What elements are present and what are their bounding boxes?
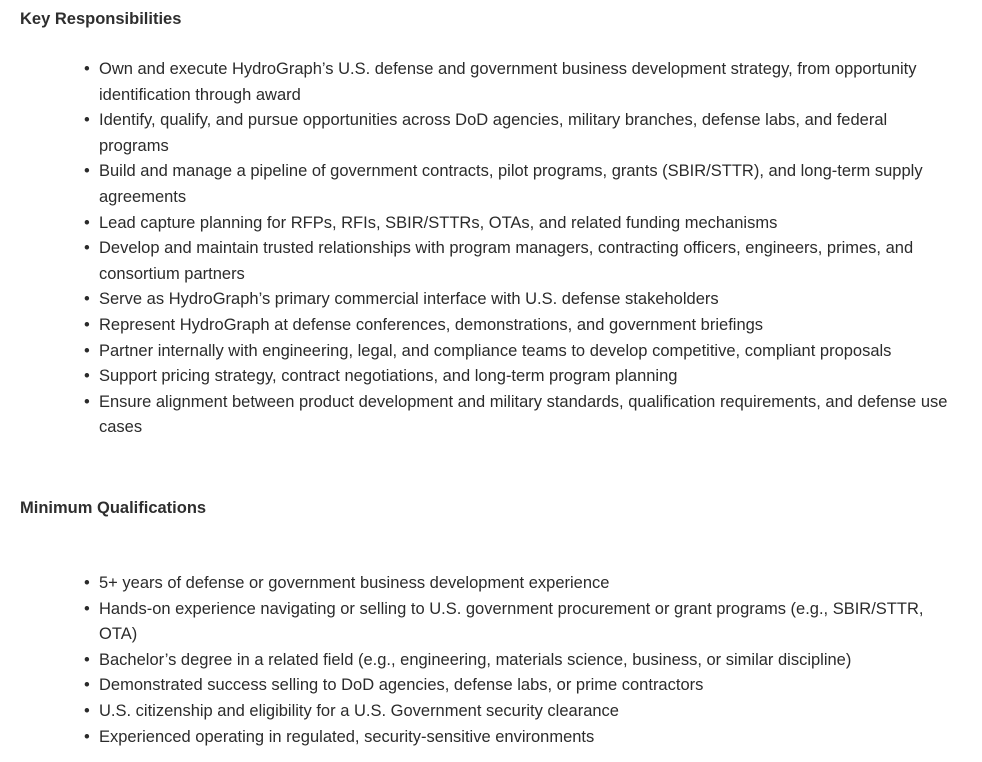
bullet-icon: • xyxy=(84,290,90,309)
list-item xyxy=(0,648,982,674)
bullet-icon: • xyxy=(84,392,90,411)
list-item xyxy=(0,339,982,365)
responsibilities-list xyxy=(0,57,982,441)
bullet-icon: • xyxy=(84,574,90,592)
list-item-text: U.S. citizenship and eligibility for a U.S. Government security clearance xyxy=(99,701,619,720)
list-item-text: Represent HydroGraph at defense conferences, demonstrations, and government briefings xyxy=(99,315,764,334)
list-item-text: Experienced operating in regulated, security-sensitive environments xyxy=(99,727,595,746)
list-item xyxy=(0,108,982,159)
bullet-icon: • xyxy=(84,341,90,360)
list-item xyxy=(0,699,982,725)
list-item xyxy=(0,159,982,210)
bullet-icon: • xyxy=(84,60,90,78)
bullet-icon: • xyxy=(84,676,90,695)
list-item xyxy=(0,725,982,751)
list-item-text: Lead capture planning for RFPs, RFIs, SBIR/STTRs, OTAs, and related funding mechanisms xyxy=(99,213,778,232)
list-item-text: Identify, qualify, and pursue opportunities across DoD agencies, military branches, defense labs, and federal programs xyxy=(99,111,888,155)
bullet-icon: • xyxy=(84,599,90,618)
list-item xyxy=(0,313,982,339)
list-item xyxy=(0,597,982,648)
list-item-text: Develop and maintain trusted relationships with program managers, contracting officers, engineers, primes, and consortium partners xyxy=(99,239,914,283)
qualifications-list xyxy=(0,571,982,750)
list-item xyxy=(0,57,982,108)
bullet-icon: • xyxy=(84,162,90,181)
list-item-text: Demonstrated success selling to DoD agencies, defense labs, or prime contractors xyxy=(99,676,704,695)
list-item-text: Serve as HydroGraph’s primary commercial interface with U.S. defense stakeholders xyxy=(99,290,719,309)
list-item-text: Ensure alignment between product development and military standards, qualification requirements, and defense use cases xyxy=(99,392,948,437)
bullet-icon: • xyxy=(84,315,90,334)
list-item-text: Hands-on experience navigating or selling to U.S. government procurement or grant programs (e.g., SBIR/STTR, OTA) xyxy=(99,599,924,644)
list-item xyxy=(0,673,982,699)
bullet-icon: • xyxy=(84,701,90,720)
bullet-icon: • xyxy=(84,650,90,669)
list-item xyxy=(0,236,982,287)
key-responsibilities-heading: Key Responsibilities xyxy=(20,10,182,28)
list-item-text: 5+ years of defense or government business development experience xyxy=(99,574,610,592)
list-item xyxy=(0,571,982,597)
bullet-icon: • xyxy=(84,213,90,232)
list-item-text: Support pricing strategy, contract negotiations, and long-term program planning xyxy=(99,367,678,386)
list-item-text: Build and manage a pipeline of government contracts, pilot programs, grants (SBIR/STTR), and long-term supply agreements xyxy=(99,162,923,206)
bullet-icon: • xyxy=(84,727,90,746)
list-item-text: Partner internally with engineering, legal, and compliance teams to develop competitive, compliant proposals xyxy=(99,341,892,360)
minimum-qualifications-heading: Minimum Qualifications xyxy=(20,499,207,517)
bullet-icon: • xyxy=(84,111,90,130)
bullet-icon: • xyxy=(84,367,90,386)
list-item xyxy=(0,364,982,390)
list-item xyxy=(0,287,982,313)
list-item-text: Own and execute HydroGraph’s U.S. defense and government business development strategy, from opportunity identification through award xyxy=(99,60,917,104)
list-item-text: Bachelor’s degree in a related field (e.g., engineering, materials science, business, or similar discipline) xyxy=(99,650,852,669)
bullet-icon: • xyxy=(84,239,90,258)
list-item xyxy=(0,211,982,237)
list-item xyxy=(0,390,982,441)
